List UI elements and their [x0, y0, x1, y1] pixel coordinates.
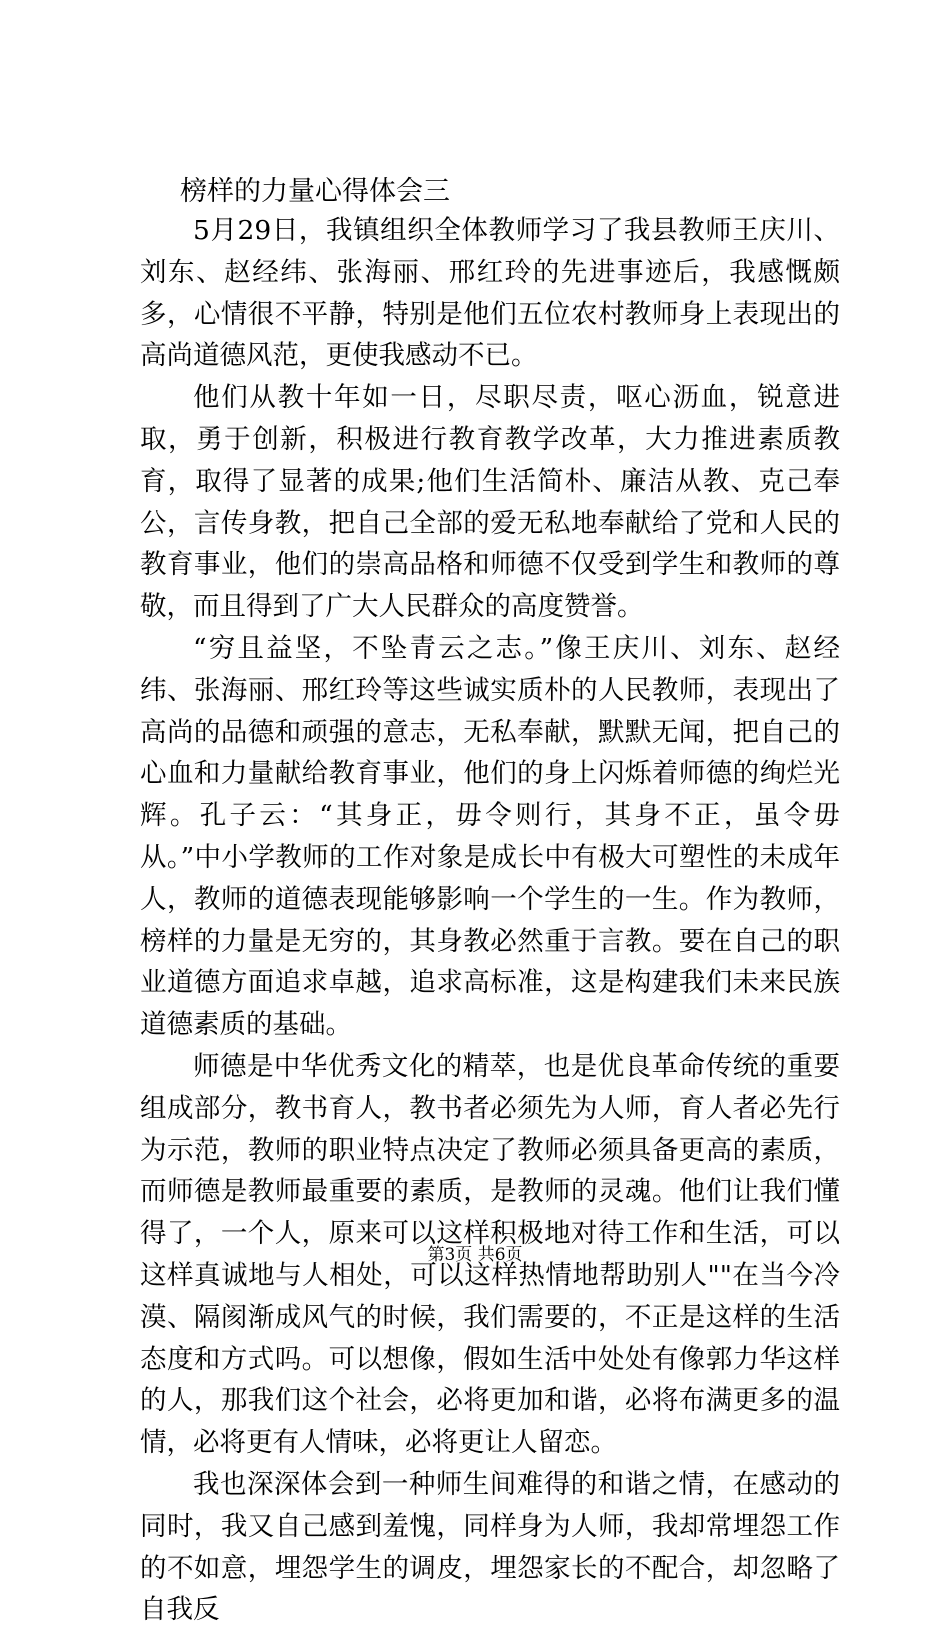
paragraph-3: “穷且益坚，不坠青云之志。”像王庆川、刘东、赵经纬、张海丽、邢红玲等这些诚实质朴的人民教师，表现出了高尚的品德和顽强的意志，无私奉献，默默无闻，把自己的心血和力量献给教育事业，他们的身上闪烁着师德的绚烂光辉。孔子云：“其身正，毋令则行，其身不正，虽令毋从。”中小学教师的工作对象是成长中有极大可塑性的未成年人，教师的道德表现能够影响一个学生的一生。作为教师，榜样的力量是无穷的，其身教必然重于言教。要在自己的职业道德方面追求卓越，追求高标准，这是构建我们未来民族道德素质的基础。: [140, 632, 840, 1041]
paragraph-1: 5月29日，我镇组织全体教师学习了我县教师王庆川、刘东、赵经纬、张海丽、邢红玲的先进事迹后，我感慨颇多，心情很不平静，特别是他们五位农村教师身上表现出的高尚道德风范，更使我感动不已。: [140, 215, 840, 372]
paragraph-4: 师德是中华优秀文化的精萃，也是优良革命传统的重要组成部分，教书育人，教书者必须先为人师，育人者必先行为示范，教师的职业特点决定了教师必须具备更高的素质，而师德是教师最重要的素质，是教师的灵魂。他们让我们懂得了，一个人，原来可以这样积极地对待工作和生活，可以这样真诚地与人相处，可以这样热情地帮助别人""在当今冷漠、隔阂渐成风气的时候，我们需要的，不正是这样的生活态度和方式吗。可以想像，假如生活中处处有像郭力华这样的人，那我们这个社会，必将更加和谐，必将布满更多的温情，必将更有人情味，必将更让人留恋。: [140, 1050, 840, 1459]
document-body: [140, 210, 840, 1631]
page-number-footer: 第3页 共6页: [427, 1245, 523, 1265]
paragraph-2: 他们从教十年如一日，尽职尽责，呕心沥血，锐意进取，勇于创新，积极进行教育教学改革，大力推进素质教育，取得了显著的成果;他们生活简朴、廉洁从教、克己奉公，言传身教，把自己全部的爱无私地奉献给了党和人民的教育事业，他们的崇高品格和师德不仅受到学生和教师的尊敬，而且得到了广大人民群众的高度赞誉。: [140, 382, 840, 623]
paragraph-5: 我也深深体会到一种师生间难得的和谐之情，在感动的同时，我又自己感到羞愧，同样身为人师，我却常埋怨工作的不如意，埋怨学生的调皮，埋怨家长的不配合，却忽略了自我反: [140, 1468, 840, 1626]
document-title: 榜样的力量心得体会三: [180, 176, 450, 207]
